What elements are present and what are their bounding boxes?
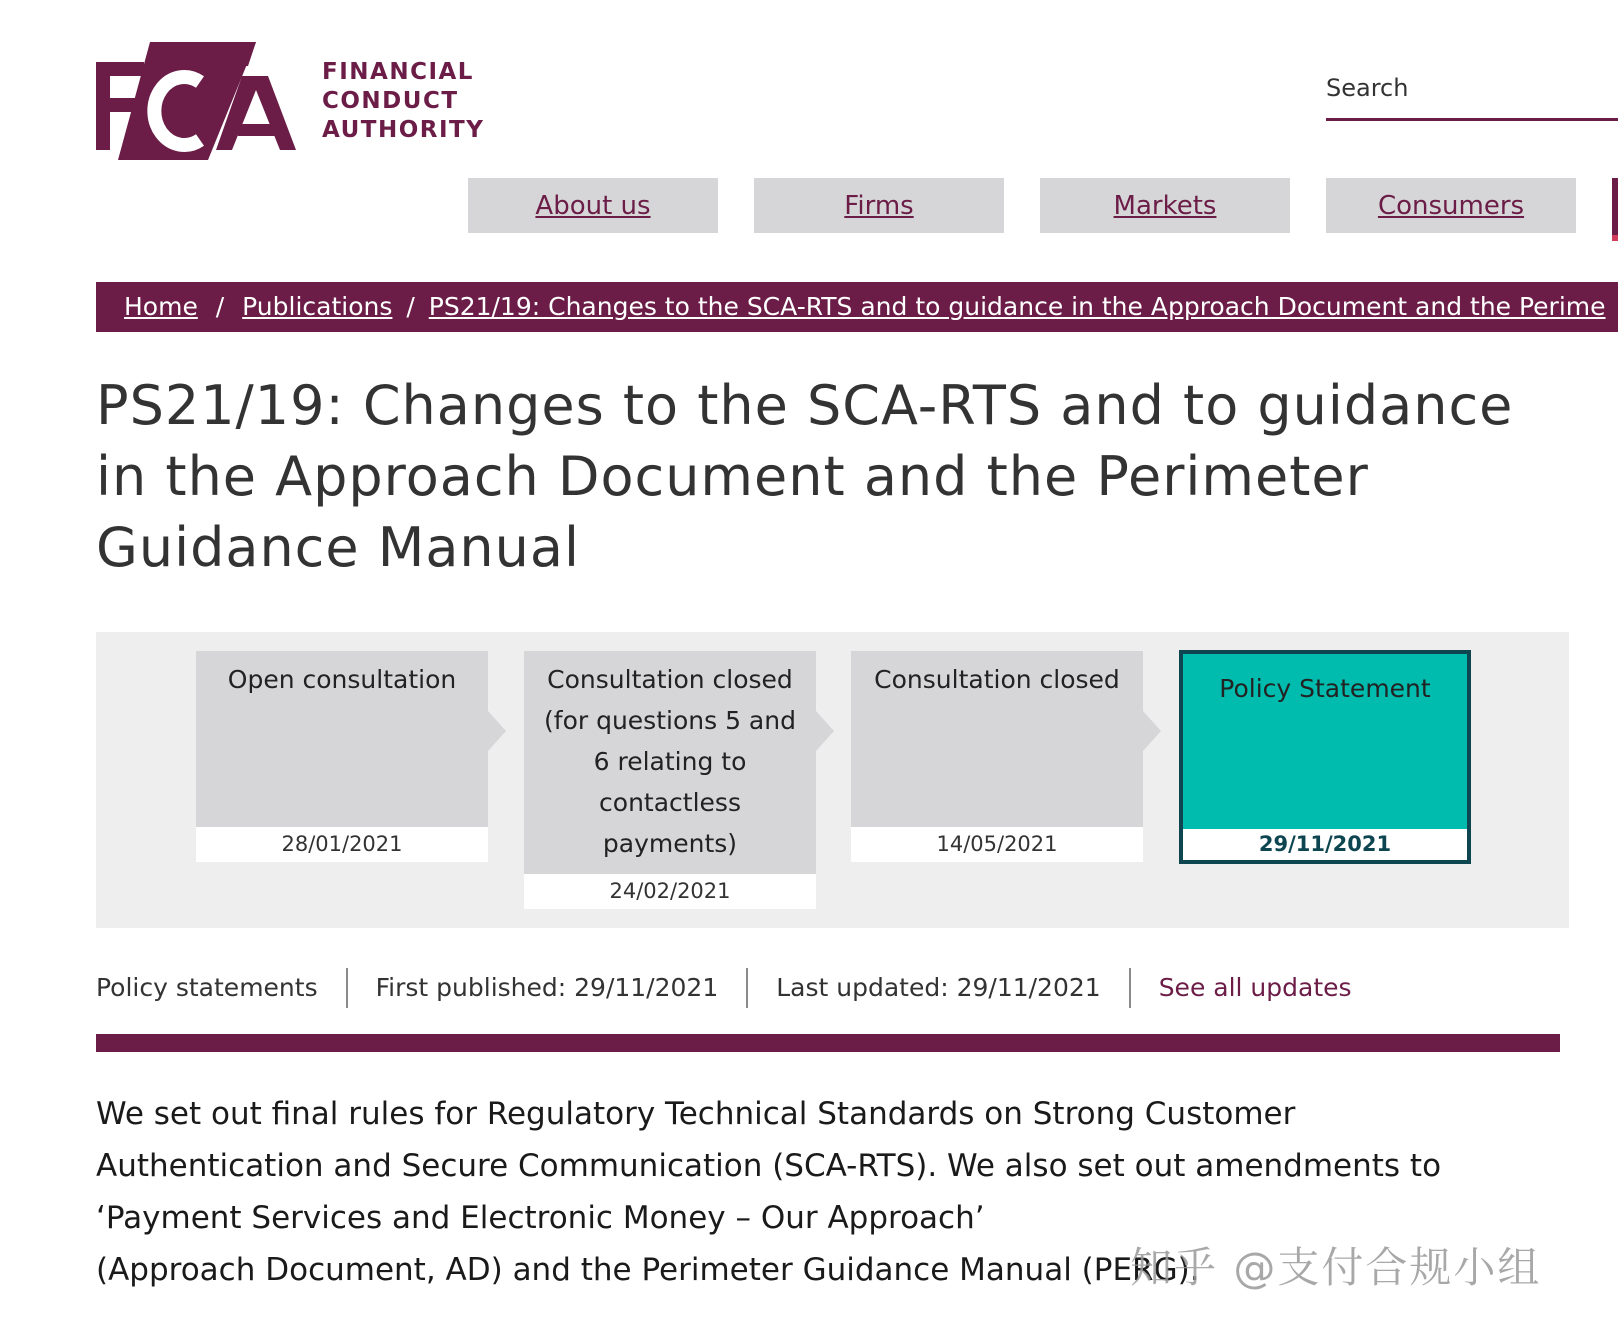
meta-first-published: First published: 29/11/2021 (346, 968, 747, 1008)
nav-next-item-edge[interactable] (1612, 178, 1618, 241)
stage-label: Consultation closed (874, 665, 1120, 694)
stage-arrow-icon (816, 711, 834, 751)
fca-logo[interactable] (96, 40, 485, 162)
stage-date-active: 29/11/2021 (1183, 829, 1467, 860)
stage-date: 28/01/2021 (196, 827, 488, 862)
breadcrumb-separator-2: / (406, 292, 415, 321)
stage-box-active (1183, 654, 1467, 829)
nav-about-us[interactable]: About us (468, 178, 718, 233)
breadcrumb-home[interactable]: Home (124, 292, 198, 321)
breadcrumb-separator: / (215, 292, 225, 321)
logo-line-2: CONDUCT (322, 88, 459, 114)
timeline-stage-open-consultation (196, 651, 488, 862)
intro-line-3: ‘Payment Services and Electronic Money – Our Approach’ (96, 1200, 985, 1236)
stage-label: Open consultation (227, 665, 457, 694)
zhihu-watermark: 知乎 @支付合规小组 (1130, 1243, 1542, 1292)
logo-line-1: FINANCIAL (322, 59, 474, 85)
section-divider (96, 1034, 1560, 1052)
breadcrumb (96, 282, 1618, 332)
search-input[interactable] (1326, 70, 1618, 102)
breadcrumb-publications[interactable]: Publications (242, 292, 393, 321)
timeline-stage-consultation-closed (851, 651, 1143, 862)
main-nav (0, 178, 1618, 234)
page-title: PS21/19: Changes to the SCA-RTS and to guidance in the Approach Document and the Perimeter Guidance Manual (96, 374, 1514, 579)
stage-box (524, 651, 816, 874)
stage-label: Consultation closed (for questions 5 and 6 relating to contactless payments) (544, 665, 796, 858)
intro-line-1: We set out final rules for Regulatory Technical Standards on Strong Customer (96, 1096, 1296, 1132)
timeline-stage-policy-statement (1179, 650, 1471, 864)
stage-arrow-icon (1143, 711, 1161, 751)
stage-box (196, 651, 488, 827)
logo-wordmark (322, 58, 484, 145)
logo-line-3: AUTHORITY (322, 117, 485, 143)
stage-date: 14/05/2021 (851, 827, 1143, 862)
intro-line-4: (Approach Document, AD) and the Perimeter Guidance Manual (PERG). (96, 1252, 1200, 1288)
intro-line-2: Authentication and Secure Communication (SCA-RTS). We also set out amendments to (96, 1148, 1442, 1184)
stage-label: Policy Statement (1219, 674, 1431, 703)
search-box (1326, 70, 1618, 121)
nav-consumers[interactable]: Consumers (1326, 178, 1576, 233)
meta-type: Policy statements (96, 973, 318, 1002)
see-all-updates-link[interactable]: See all updates (1158, 973, 1352, 1002)
timeline-stage-consultation-closed-q5-q6 (524, 651, 816, 909)
stage-date: 24/02/2021 (524, 874, 816, 909)
publication-meta (96, 966, 1380, 1010)
fca-logo-mark-icon (96, 40, 301, 162)
nav-markets[interactable]: Markets (1040, 178, 1290, 233)
consultation-timeline (96, 632, 1569, 928)
stage-box (851, 651, 1143, 827)
stage-arrow-icon (488, 711, 506, 751)
nav-next-item-accent (1612, 235, 1618, 241)
nav-firms[interactable]: Firms (754, 178, 1004, 233)
breadcrumb-current[interactable]: PS21/19: Changes to the SCA-RTS and to guidance in the Approach Document and the Perime (428, 292, 1606, 321)
meta-last-updated: Last updated: 29/11/2021 (746, 968, 1128, 1008)
